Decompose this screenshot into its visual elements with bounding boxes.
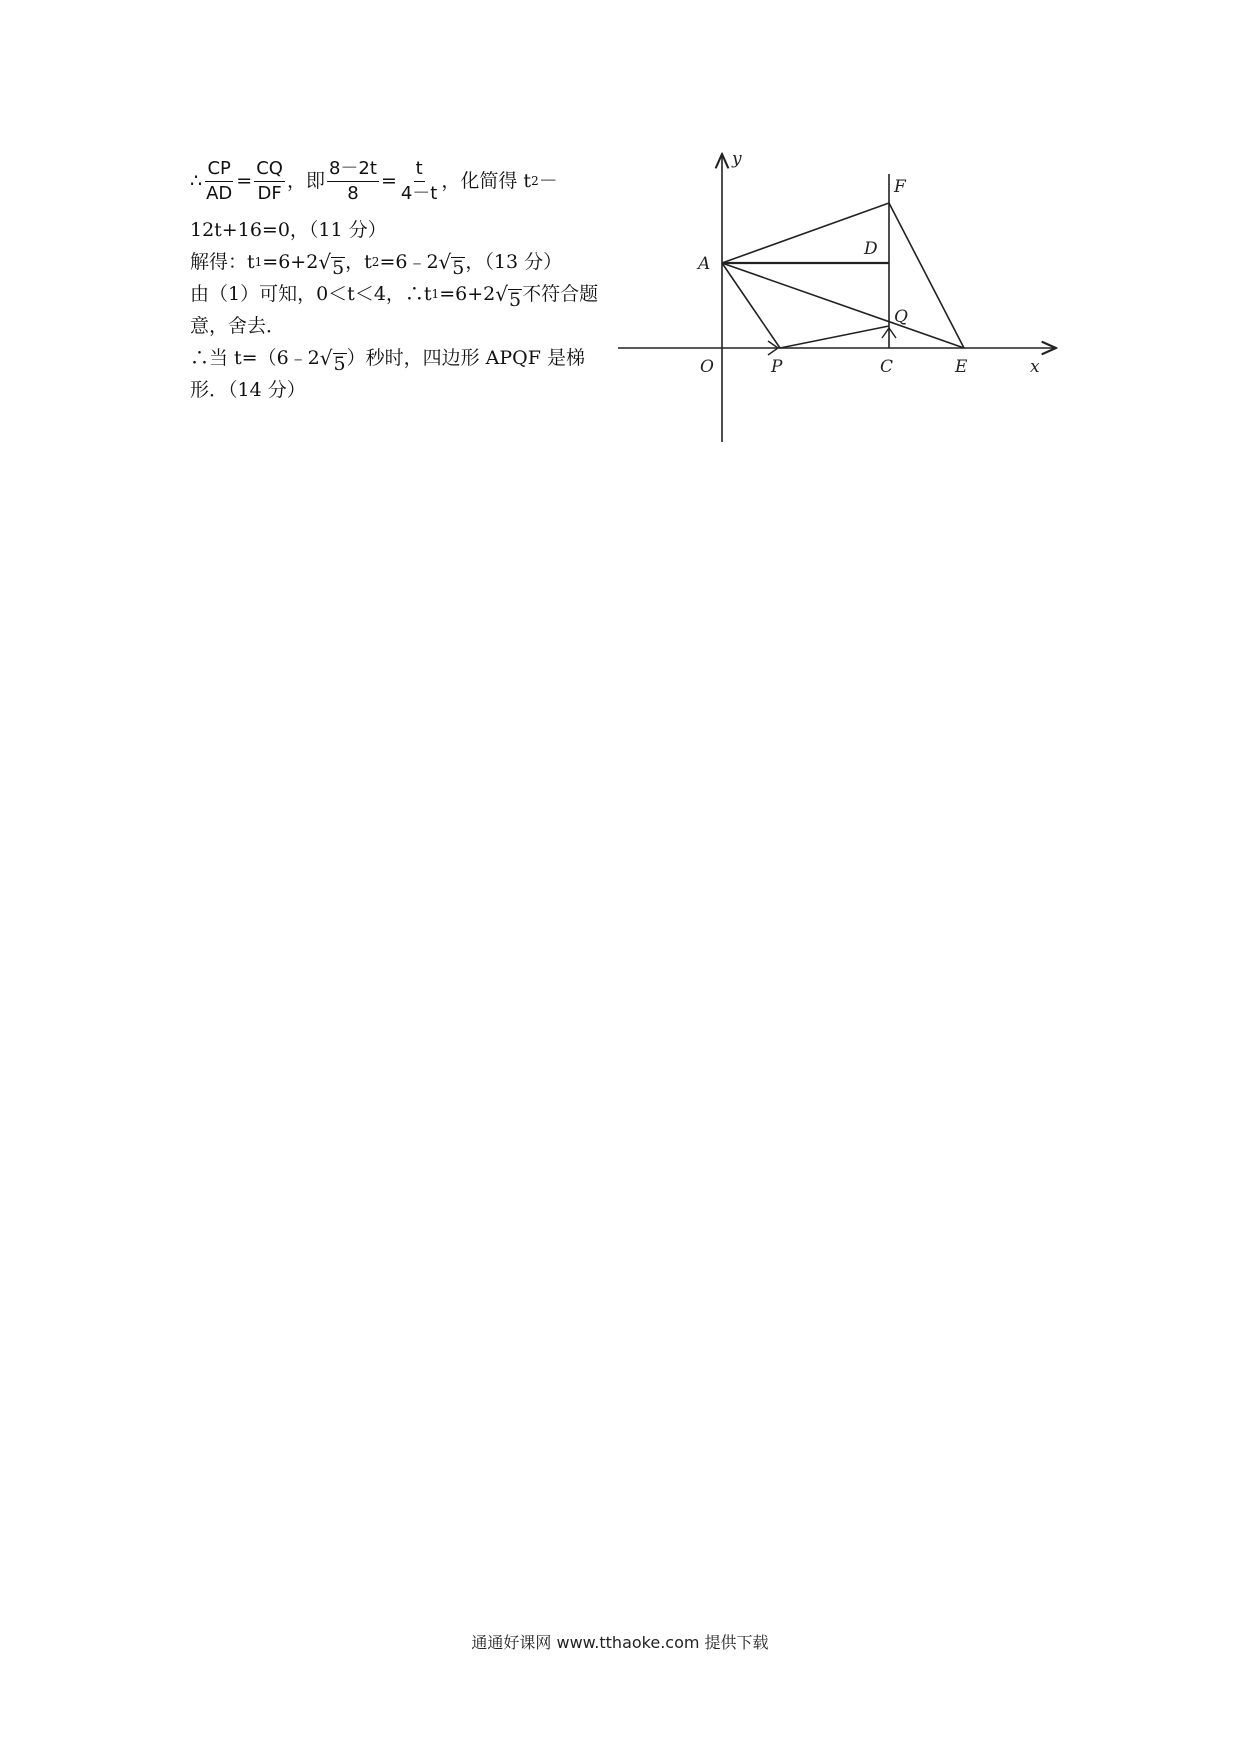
geometry-diagram xyxy=(618,142,1068,452)
solution-line-7: 形．（14 分） xyxy=(190,379,306,401)
label-y: y xyxy=(732,149,742,169)
fraction-8-2t: $\frac{8-2t}{8}$ xyxy=(328,157,377,204)
label-c: C xyxy=(880,357,894,377)
label-d: D xyxy=(864,239,878,259)
label-o: O xyxy=(700,357,714,377)
solution-line-3: 解得：t 1 =6+2 √ 5 ，t 2 =6﹣2 √ 5 ，（13 分） xyxy=(190,246,630,278)
solution-line-4: 由（1）可知，0＜t＜4，∴t 1 =6+2 √ 5 不符合题 xyxy=(190,278,630,310)
solution-line-1: ∴ $\frac{CP}{AD}$ = $\frac{CQ}{DF}$ ，即 $\frac{8-2t}{8}$ = $\frac{t}{4-t}$ ，化简得 t 2 － xyxy=(190,157,558,204)
solution-line-5: 意，舍去． xyxy=(190,315,286,337)
solution-line-2: 12t+16=0，（11 分） xyxy=(190,219,387,241)
sqrt-5: √ 5 xyxy=(495,282,522,311)
sqrt-5: √ 5 xyxy=(319,346,346,375)
label-x: x xyxy=(1030,357,1040,377)
label-a: A xyxy=(698,254,711,274)
label-f: F xyxy=(894,177,906,197)
fraction-cq-df: $\frac{CQ}{DF}$ xyxy=(256,157,283,204)
page-footer: 通通好课网 www.tthaoke.com 提供下载 xyxy=(471,1633,769,1652)
label-e: E xyxy=(955,357,968,377)
label-q: Q xyxy=(894,307,908,327)
segment-ap xyxy=(722,263,780,348)
fraction-t-4-t: $\frac{t}{4-t}$ xyxy=(400,157,438,204)
fraction-cp-ad: $\frac{CP}{AD}$ xyxy=(206,157,233,204)
segment-pq xyxy=(780,326,889,348)
sqrt-5: √ 5 xyxy=(318,250,345,279)
sqrt-5: √ 5 xyxy=(438,250,465,279)
solution-line-6: ∴当 t=（6﹣2 √ 5 ）秒时，四边形 APQF 是梯 xyxy=(190,342,630,374)
solution-text xyxy=(190,148,630,406)
label-p: P xyxy=(771,357,783,377)
therefore-symbol: ∴ xyxy=(190,170,203,192)
